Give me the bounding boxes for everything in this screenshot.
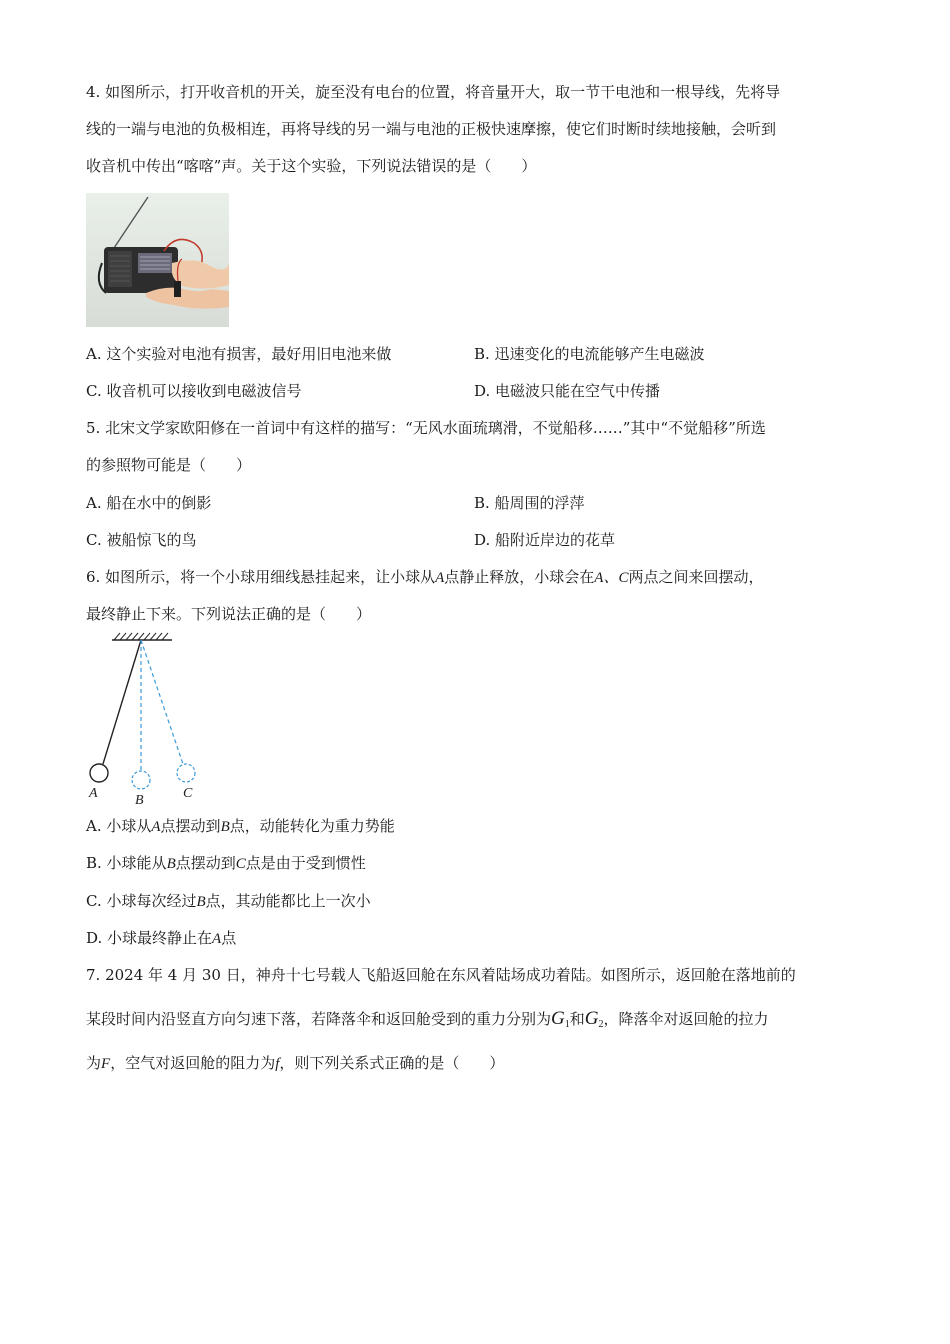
q7-stem-line3: 为F，空气对返回舱的阻力为f，则下列关系式正确的是（ ） [86,1054,505,1072]
q7-stem-line1: 7. 2024 年 4 月 30 日，神舟十七号载人飞船返回舱在东风着陆场成功着陆。如图所示，返回舱在落地前的 [86,966,796,984]
q4-stem-line1: 4. 如图所示，打开收音机的开关，旋至没有电台的位置，将音量开大，取一节干电池和一根导线，先将导 [86,83,781,101]
pendulum-label-b: B [135,793,144,808]
q5-option-d[interactable]: D. 船附近岸边的花草 [474,531,616,549]
q4-stem-line3: 收音机中传出“喀喀”声。关于这个实验，下列说法错误的是（ ） [86,157,537,175]
q5-stem-line1: 5. 北宋文学家欧阳修在一首词中有这样的描写：“无风水面琉璃滑，不觉船移……”其中“不觉船移”所选 [86,419,766,437]
q5-option-b[interactable]: B. 船周围的浮萍 [474,494,585,512]
q4-option-a[interactable]: A. 这个实验对电池有损害，最好用旧电池来做 [86,345,392,363]
q6-stem-line2: 最终静止下来。下列说法正确的是（ ） [86,605,372,623]
q5-stem-line2: 的参照物可能是（ ） [86,456,252,474]
q4-stem-line2: 线的一端与电池的负极相连，再将导线的另一端与电池的正极快速摩擦，使它们时断时续地接触，会听到 [86,120,777,138]
q6-option-d[interactable]: D. 小球最终静止在A点 [86,929,237,947]
q6-stem-line1: 6. 如图所示，将一个小球用细线悬挂起来，让小球从A点静止释放，小球会在A、C两点之间来回摆动， [86,568,764,586]
q4-option-b[interactable]: B. 迅速变化的电流能够产生电磁波 [474,345,705,363]
pendulum-label-a: A [89,786,98,801]
pendulum-diagram [80,628,210,813]
q7-stem-line2: 某段时间内沿竖直方向匀速下落，若降落伞和返回舱受到的重力分别为$G_1$和$G_2$，降落伞对返回舱的拉力 [86,1008,769,1030]
radio-experiment-photo [86,193,229,327]
pendulum-label-c: C [183,786,193,801]
q6-option-c[interactable]: C. 小球每次经过B点，其动能都比上一次小 [86,892,371,910]
q6-option-a[interactable]: A. 小球从A点摆动到B点，动能转化为重力势能 [86,817,395,835]
q6-option-b[interactable]: B. 小球能从B点摆动到C点是由于受到惯性 [86,854,366,872]
q5-option-a[interactable]: A. 船在水中的倒影 [86,494,212,512]
q5-option-c[interactable]: C. 被船惊飞的鸟 [86,531,197,549]
q4-option-c[interactable]: C. 收音机可以接收到电磁波信号 [86,382,302,400]
q4-option-d[interactable]: D. 电磁波只能在空气中传播 [474,382,661,400]
